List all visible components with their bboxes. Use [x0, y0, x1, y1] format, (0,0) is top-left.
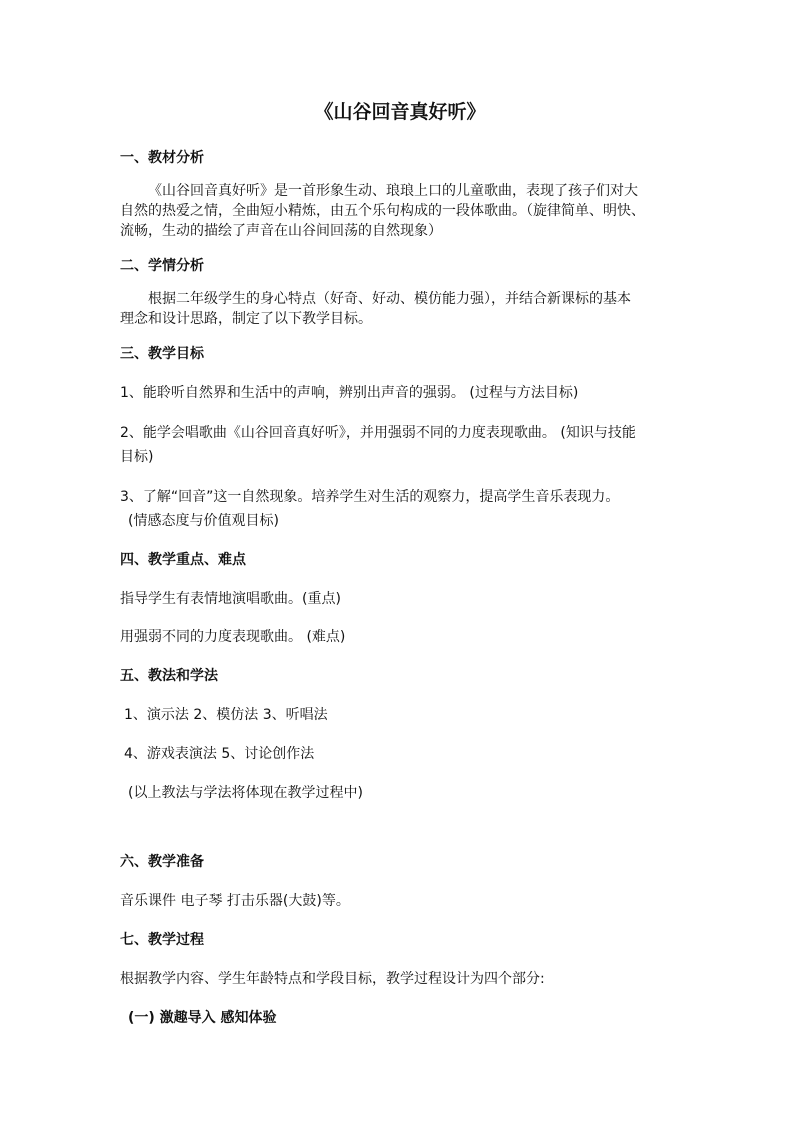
section-heading-teaching-goals: 三、教学目标: [120, 346, 204, 362]
section-heading-textbook-analysis: 一、教材分析: [120, 150, 204, 166]
section-heading-student-analysis: 二、学情分析: [120, 258, 204, 274]
preparation-text: 音乐课件 电子琴 打击乐器(大鼓)等。: [120, 893, 350, 909]
paragraph-line: 《山谷回音真好听》是一首形象生动、琅琅上口的儿童歌曲，表现了孩子们对大: [148, 183, 638, 199]
section-heading-process: 七、教学过程: [120, 932, 204, 948]
section-heading-methods: 五、教法和学法: [120, 668, 218, 684]
document-title: 《山谷回音真好听》: [314, 101, 486, 123]
paragraph-line: 自然的热爱之情，全曲短小精炼，由五个乐句构成的一段体歌曲。（旋律简单、明快、: [120, 203, 645, 219]
section-heading-key-points: 四、教学重点、难点: [120, 552, 246, 568]
process-intro: 根据教学内容、学生年龄特点和学段目标，教学过程设计为四个部分:: [120, 971, 545, 987]
method-list-line: 4、游戏表演法 5、讨论创作法: [124, 746, 315, 762]
difficult-point-item: 用强弱不同的力度表现歌曲。 (难点): [120, 629, 346, 645]
section-heading-preparation: 六、教学准备: [120, 854, 204, 870]
method-list-line: 1、演示法 2、模仿法 3、听唱法: [124, 707, 328, 723]
goal-item-continuation: (情感态度与价值观目标): [128, 513, 279, 529]
goal-item-continuation: 目标): [120, 449, 154, 465]
goal-item: 1、能聆听自然界和生活中的声响，辨别出声音的强弱。 (过程与方法目标): [120, 385, 579, 401]
paragraph-line: 根据二年级学生的身心特点（好奇、好动、模仿能力强），并结合新课标的基本: [148, 291, 631, 307]
process-subheading: (一) 激趣导入 感知体验: [128, 1010, 277, 1026]
method-note: (以上教法与学法将体现在教学过程中): [128, 785, 363, 801]
paragraph-line: 理念和设计思路，制定了以下教学目标。: [120, 311, 372, 327]
goal-item: 2、能学会唱歌曲《山谷回音真好听》，并用强弱不同的力度表现歌曲。 (知识与技能: [120, 425, 636, 441]
key-point-item: 指导学生有表情地演唱歌曲。(重点): [120, 591, 341, 607]
goal-item: 3、了解“回音”这一自然现象。培养学生对生活的观察力，提高学生音乐表现力。: [120, 489, 620, 505]
paragraph-line: 流畅，生动的描绘了声音在山谷间回荡的自然现象）: [120, 223, 442, 239]
